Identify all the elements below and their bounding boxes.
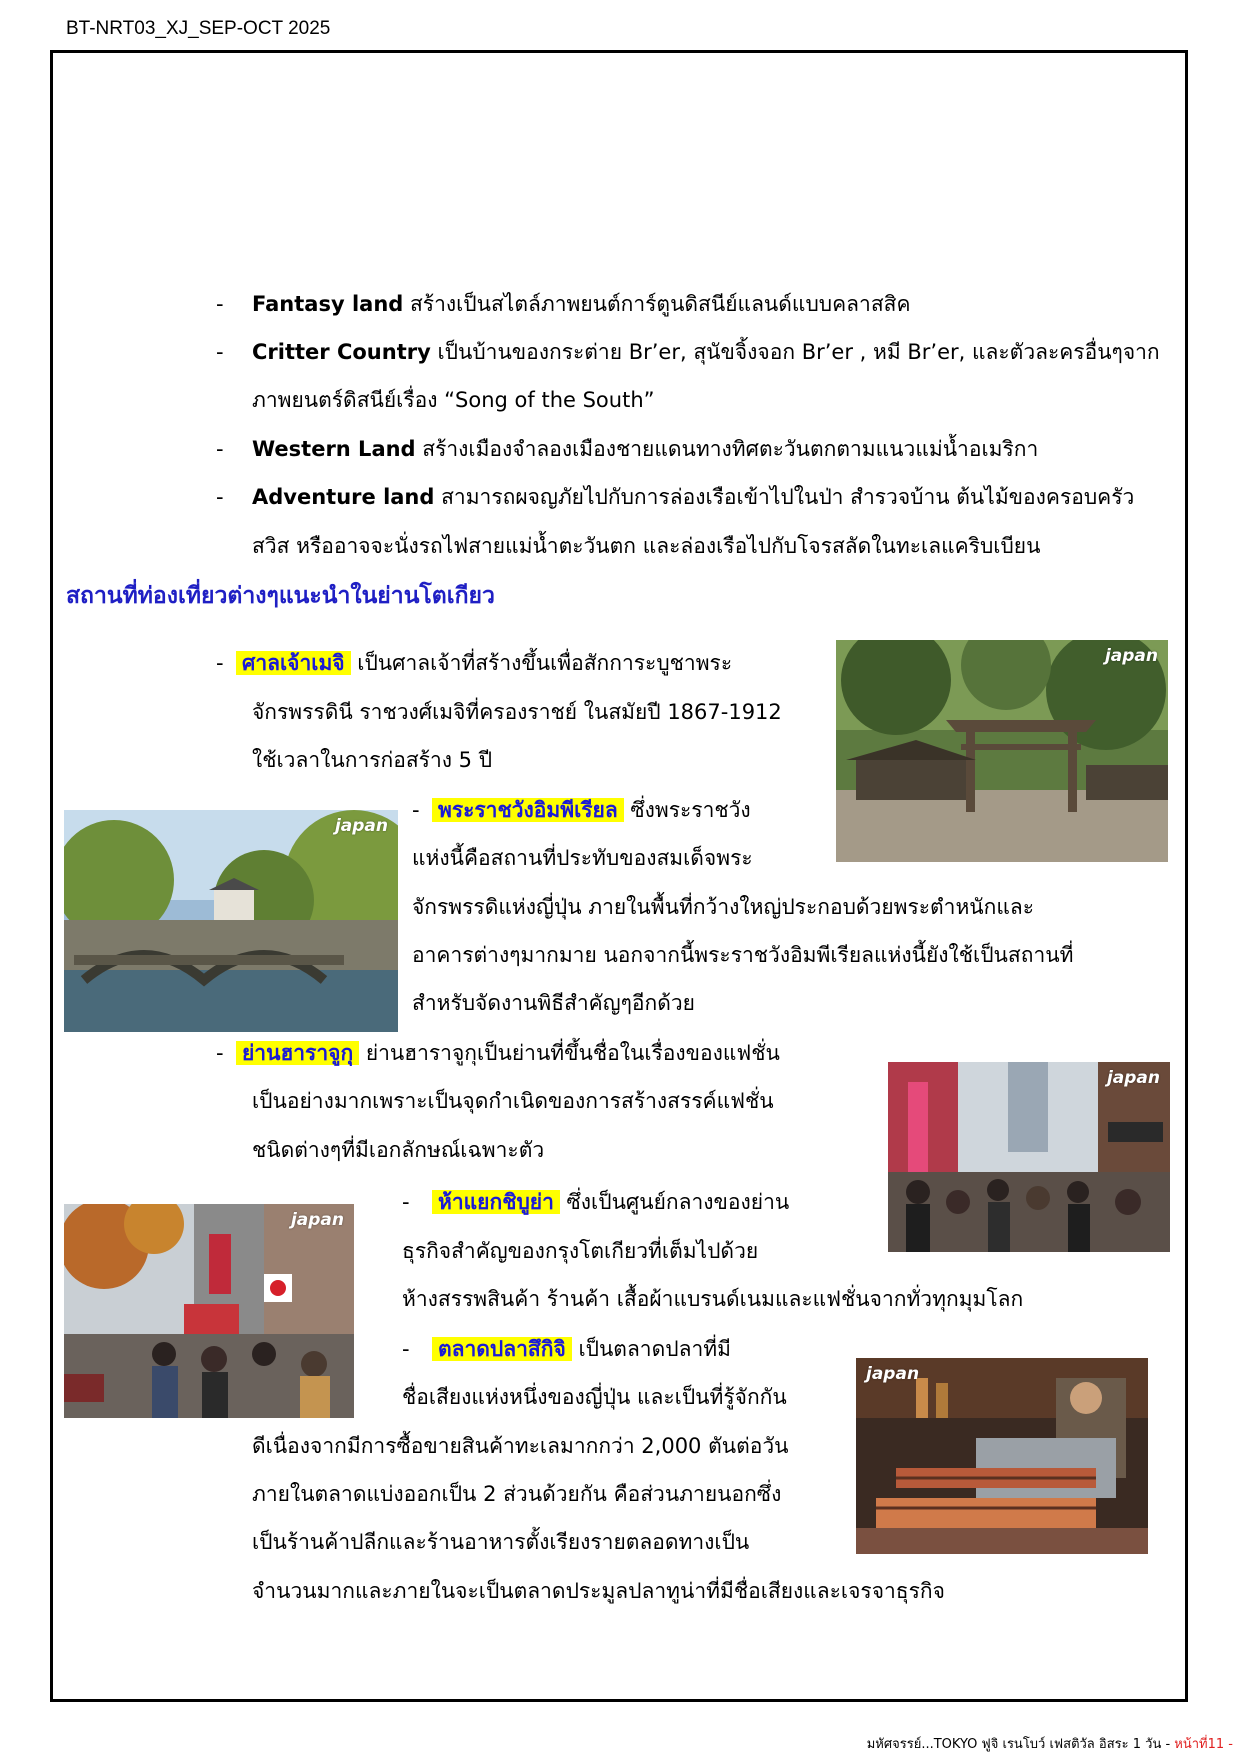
place-name-highlight: ตลาดปลาสึกิจิ [432,1337,572,1361]
zone-critter-country [252,337,1160,367]
place-desc: เป็นตลาดปลาที่มี [571,1337,731,1361]
zone-name: Western Land [252,437,416,461]
page-footer [867,1733,1233,1754]
zone-desc: สามารถผจญภัยไปกับการล่องเรือเข้าไปในป่า สำรวจบ้าน ต้นไม้ของครอบครัว [434,485,1135,509]
place-desc: ย่านฮาราจูกุเป็นย่านที่ขึ้นชื่อในเรื่องของแฟชั่น [359,1041,780,1065]
zone-name: Critter Country [252,340,431,364]
meiji-shrine-photo [836,640,1168,862]
place-shibuya [432,1187,789,1217]
place-desc: ชื่อเสียงแห่งหนึ่งของญี่ปุ่น และเป็นที่รู้จักกัน [402,1385,787,1409]
zone-adventure-land [252,482,1134,512]
japan-watermark: japan [334,816,388,836]
zone-desc: สร้างเมืองจำลองเมืองชายแดนทางทิศตะวันตกตามแนวแม่น้ำอเมริกา [415,437,1039,461]
place-desc: ใช้เวลาในการก่อสร้าง 5 ปี [252,748,493,772]
place-desc: จักรพรรดิแห่งญี่ปุ่น ภายในพื้นที่กว้างใหญ่ประกอบด้วยพระตำหนักและ [412,895,1035,919]
place-desc: ซึ่งพระราชวัง [623,798,751,822]
place-harajuku [236,1038,780,1068]
place-name-highlight: ศาลเจ้าเมจิ [236,651,351,675]
harajuku-street-illustration [888,1062,1170,1252]
japan-watermark: japan [290,1210,344,1230]
japan-watermark: japan [1104,646,1158,666]
bullet-dash: - [216,292,224,316]
place-desc: สำหรับจัดงานพิธีสำคัญๆอีกด้วย [412,991,695,1015]
bullet-dash: - [412,798,420,822]
bullet-dash: - [402,1190,410,1214]
place-desc: ภายในตลาดแบ่งออกเป็น 2 ส่วนด้วยกัน คือส่วนภายนอกซึ่ง [252,1482,782,1506]
shibuya-photo [64,1204,354,1418]
place-meiji [236,648,732,678]
place-desc: ห้างสรรพสินค้า ร้านค้า เสื้อผ้าแบรนด์เนมและแฟชั่นจากทั่วทุกมุมโลก [402,1287,1024,1311]
page-number: หน้าที่11 - [1174,1737,1233,1752]
document-code: BT-NRT03_XJ_SEP-OCT 2025 [66,18,331,39]
place-desc: เป็นอย่างมากเพราะเป็นจุดกำเนิดของการสร้างสรรค์แฟชั่น [252,1089,774,1113]
zone-fantasy-land [252,289,911,319]
place-desc: ซึ่งเป็นศูนย์กลางของย่าน [559,1190,790,1214]
harajuku-photo [888,1062,1170,1252]
shibuya-crossing-illustration [64,1204,354,1418]
place-desc: จักรพรรดินี ราชวงศ์เมจิที่ครองราชย์ ในสมัยปี 1867-1912 [252,700,782,724]
zone-name: Adventure land [252,485,435,509]
japan-watermark: japan [1106,1068,1160,1088]
zone-desc: เป็นบ้านของกระต่าย Br’er, สุนัขจิ้งจอก Br’er , หมี Br’er, และตัวละครอื่นๆจาก [430,340,1160,364]
imperial-palace-photo [64,810,398,1032]
place-desc: ชนิดต่างๆที่มีเอกลักษณ์เฉพาะตัว [252,1138,545,1162]
meiji-shrine-illustration [836,640,1168,862]
bullet-dash: - [216,651,224,675]
bullet-dash: - [402,1337,410,1361]
tsukiji-market-photo [856,1358,1148,1554]
footer-program-name: มหัศจรรย์...TOKYO ฟูจิ เรนโบว์ เฟสติวัล อิสระ 1 วัน - [866,1737,1175,1752]
bullet-dash: - [216,485,224,509]
zone-name: Fantasy land [252,292,404,316]
place-desc: ดีเนื่องจากมีการซื้อขายสินค้าทะเลมากกว่า 2,000 ตันต่อวัน [252,1434,789,1458]
bullet-dash: - [216,1041,224,1065]
place-name-highlight: พระราชวังอิมพีเรียล [432,798,624,822]
zone-desc: สร้างเป็นสไตล์ภาพยนต์การ์ตูนดิสนีย์แลนด์แบบคลาสสิค [403,292,911,316]
place-desc: จำนวนมากและภายในจะเป็นตลาดประมูลปลาทูน่าที่มีชื่อเสียงและเจรจาธุรกิจ [252,1579,945,1603]
place-desc: เป็นร้านค้าปลีกและร้านอาหารตั้งเรียงรายตลอดทางเป็น [252,1530,750,1554]
bullet-dash: - [216,437,224,461]
zone-desc-cont: ภาพยนตร์ดิสนีย์เรื่อง “Song of the South” [252,388,655,412]
place-desc: เป็นศาลเจ้าที่สร้างขึ้นเพื่อสักการะบูชาพระ [350,651,733,675]
place-name-highlight: ย่านฮาราจูกุ [236,1041,359,1065]
place-name-highlight: ห้าแยกชิบูย่า [432,1190,560,1214]
zone-western-land [252,434,1038,464]
bullet-dash: - [216,340,224,364]
place-desc: ธุรกิจสำคัญของกรุงโตเกียวที่เต็มไปด้วย [402,1239,759,1263]
place-imperial-palace [432,795,751,825]
section-title: สถานที่ท่องเที่ยวต่างๆแนะนำในย่านโตเกียว [66,583,495,609]
place-desc: อาคารต่างๆมากมาย นอกจากนี้พระราชวังอิมพีเรียลแห่งนี้ยังใช้เป็นสถานที่ [412,943,1074,967]
imperial-palace-illustration [64,810,398,1032]
place-desc: แห่งนี้คือสถานที่ประทับของสมเด็จพระ [412,846,753,870]
zone-desc-cont: สวิส หรืออาจจะนั่งรถไฟสายแม่น้ำตะวันตก และล่องเรือไปกับโจรสลัดในทะเลแคริบเบียน [252,534,1041,558]
japan-watermark: japan [866,1364,920,1384]
tsukiji-food-stall-illustration [856,1358,1148,1554]
place-tsukiji [432,1334,731,1364]
